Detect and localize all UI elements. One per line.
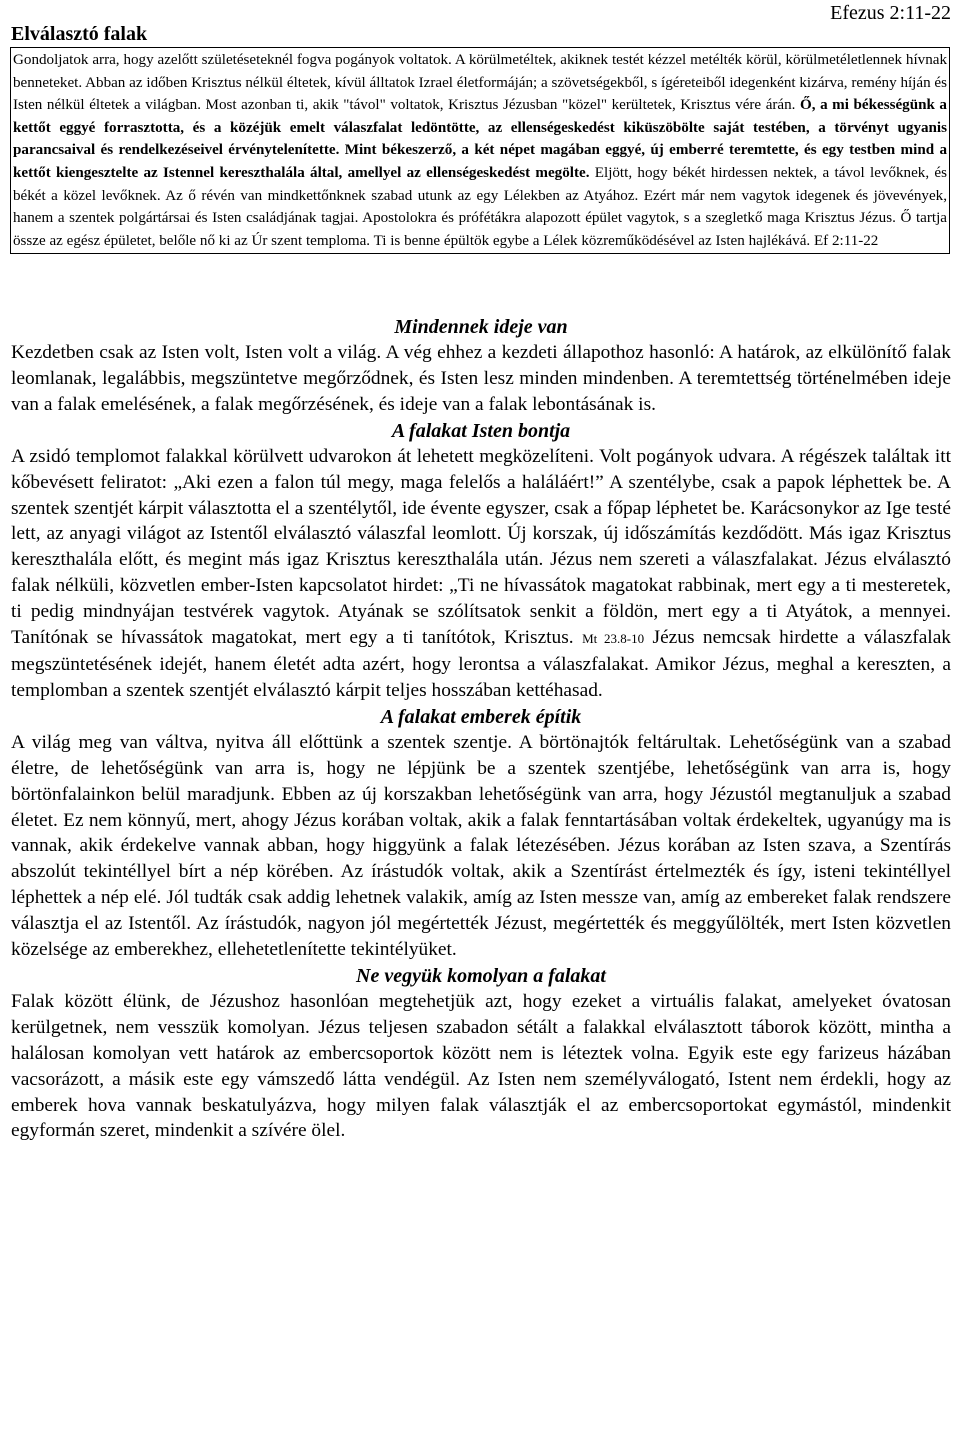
section-heading-4: Ne vegyük komolyan a falakat: [356, 964, 606, 987]
section-text-4: Falak között élünk, de Jézushoz hasonlóan megtehetjük azt, hogy ezeket a virtuális falakat, amelyeket óvatosan kerülgetnek, nem vesszük komolyan. Jézus teljesen szabadon sétált a falakkal elválasztott táborok között, mintha a halálosan komolyan vett határok az embercsoportok között nem is léteztek volna. Egyik este egy farizeus házában vacsorázott, a másik este egy vámszedő látta vendégül. Az Isten nem személyválogató, Istent nem érdekli, hogy az emberek hova vannak beskatulyázva, hogy milyen falak választják el az embercsoportokat egymástól, mindenkit egyformán szeret, mindenkit a szívére ölel.: [11, 990, 951, 1142]
section-text-2: [11, 444, 951, 704]
scripture-text-1: Gondoljatok arra, hogy azelőtt születéseteknél fogva pogányok voltatok. A körülmetéltek, akiknek testét kézzel metélték körül, körülmetéletlennek hívnak benneteket. Abban az időben Krisztus nélkül éltetek, kívül álltatok Izrael életformáján; a szövetségekből, s ígéreteiből idegenként kizárva, remény híján és Isten nélkül éltetek a világban. Most azonban ti, akik "távol" voltatok, Krisztus Jézusban "közel" kerültetek, Krisztus vére árán.: [13, 52, 947, 114]
section-text-2a: A zsidó templomot falakkal körülvett udvarokon át lehetett megközelíteni. Volt pogányok udvara. A régészek találtak itt kőbevésett feliratot: „Aki ezen a falon túl megy, maga felelős a haláláért!” A szentélybe, csak a papok léphettek be. A szentek szentjét kárpit választotta el a szentélytől, ide évente egyszer, csak a főpap léphetet be. Karácsonykor az Ige testé lett, az anyagi világot az Istentől elválasztó válaszfal leomlott. Új korszak, új időszámítás kezdődött. Más igaz Krisztus kereszthalála előtt, és megint más igaz Krisztus kereszthalála után. Jézus nem szereti a válaszfalakat. Jézus elválasztó falak nélküli, közvetlen ember-Isten kapcsolatot hirdet: „Ti ne hívassátok magatokat rabbinak, mert egy a ti mesteretek, ti pedig mindnyájan testvérek vagytok. Atyának se szólítsatok senkit a földön, mert egy a ti Atyátok, a mennyei. Tanítónak se hívassátok magatokat, mert egy a ti tanítótok, Krisztus.: [11, 445, 951, 649]
document-title: Elválasztó falak: [11, 23, 148, 45]
section-heading-3: A falakat emberek építik: [380, 705, 582, 728]
section-heading-2: A falakat Isten bontja: [391, 419, 571, 442]
title-block: [10, 24, 950, 254]
bible-reference: Mt 23.8-10: [582, 631, 645, 647]
scripture-reference: Efezus 2:11-22: [830, 2, 951, 24]
section-text-2b: Jézus nemcsak hirdette a válaszfalak megszüntetésének idejét, hanem életét adta azért, hogy lerontsa a válaszfalakat. Amikor Jézus, meghal a kereszten, a templomban a szentek szentjét elválasztó kárpit teljes hosszában kettéhasad.: [11, 627, 951, 701]
scripture-paragraph: [13, 49, 947, 252]
section-text-3: A világ meg van váltva, nyitva áll előttünk a szentek szentje. A börtönajtók feltárultak. Lehetőségünk van a szabad életre, de lehetőségünk van arra is, hogy ne lépjünk be a szentek szentjébe, lehetőségünk van arra is, hogy börtönfalainkon belül maradjunk. Ebben az új korszakban lehetőségünk van arra, hogy Jézustól megtanuljuk a szabad életet. Ez nem könnyű, mert, ahogy Jézus korában voltak, akik a falak fenntartásában voltak érdekeltek, ugyanúgy ma is vannak, akik érdekelve vannak abban, hogy higgyünk a falak létezésében. Jézus korában az Isten szava, a Szentírás abszolút tekintéllyel bírt a nép körében. Az írástudók voltak, akik a Szentírást értelmezték és így, isteni tekintéllyel léphettek a nép elé. Jól tudták csak addig lehetnek valakik, amíg az Isten messze van, amíg az embereket falak rendszere választja el az Istentől. Az írástudók, nagyon jól megértették Jézust, megértették és meggyűlölték, mert Isten közvetlen közelsége az emberekhez, ellehetetlenítette tekintélyüket.: [11, 731, 951, 961]
scripture-bold-text: Ő, a mi békességünk a kettőt eggyé forrasztotta, és a közéjük emelt válaszfalat ledöntötte, az ellenségeskedést kiküszöbölte saját testében, a törvényt ugyanis parancsaival és rendelkezéseivel érvénytelenítette. Mint békeszerző, a két népet magában eggyé, új emberré teremtette, és egy testben mind a kettőt kiengesztelte az Istennel kereszthalála által, amellyel az ellenségeskedést megölte.: [13, 97, 947, 181]
scripture-text-2: Eljött, hogy békét hirdessen nektek, a távol levőknek, és békét a közel levőknek. Az ő révén van mindkettőnknek szabad utunk az egy Lélekben az Atyához. Ezért már nem vagytok idegenek és jövevények, hanem a szentek polgártársai és Isten családjának tagjai. Apostolokra és prófétákra alapozott épület vagytok, s a szegletkő maga Krisztus Jézus. Ő tartja össze az egész épületet, belőle nő ki az Úr szent temploma. Ti is benne épültök egybe a Lélek közreműködésével az Isten hajlékává. Ef 2:11-22: [13, 164, 947, 249]
scripture-passage-box: [10, 47, 950, 254]
section-heading-1: Mindennek ideje van: [394, 316, 568, 338]
section-text-1: Kezdetben csak az Isten volt, Isten volt a világ. A vég ehhez a kezdeti állapothoz hasonló: A határok, az elkülönítő falak leomlanak, legalábbis, megszüntetve megőrződnek, és Isten lesz minden mindenben. A teremtettség történelmében ideje van a falak emelésének, a falak megőrzésének, és ideje van a falak lebontásának is.: [11, 342, 951, 415]
main-body: [11, 314, 951, 1144]
